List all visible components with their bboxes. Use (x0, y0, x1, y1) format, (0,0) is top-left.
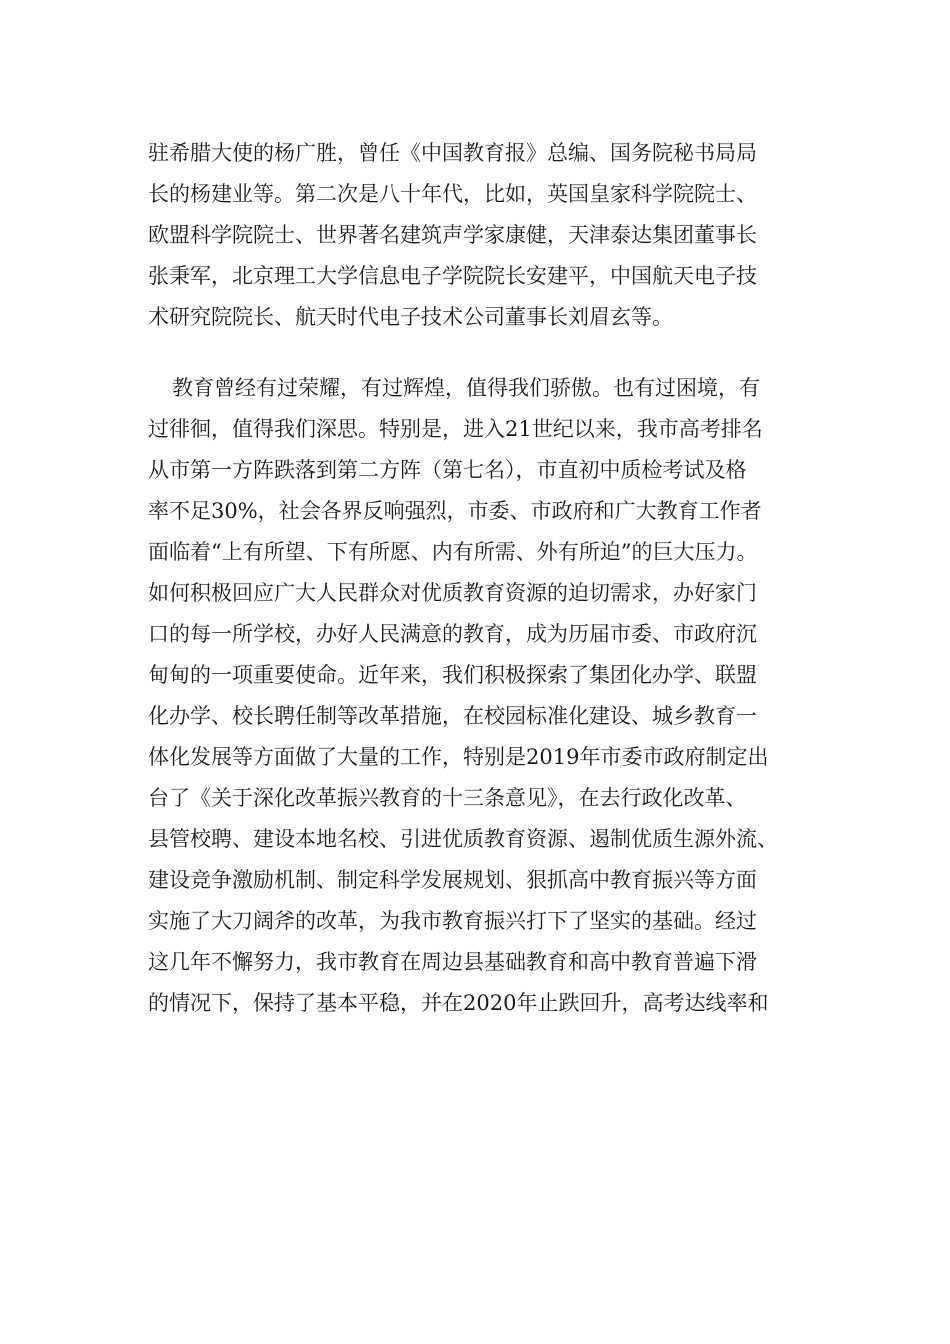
text-line: 这几年不懈努力，我市教育在周边县基础教育和高中教育普遍下滑 (148, 950, 757, 974)
paragraph-spacer (148, 338, 808, 368)
text-line: 驻希腊大使的杨广胜，曾任《中国教育报》总编、国务院秘书局局 (148, 141, 757, 165)
text-line: 化办学、校长聘任制等改革措施，在校园标准化建设、城乡教育一 (148, 704, 757, 728)
text-line: 如何积极回应广大人民群众对优质教育资源的迫切需求，办好家门 (148, 581, 757, 605)
text-line: 的情况下，保持了基本平稳，并在2020年止跌回升，高考达线率和 (148, 991, 769, 1015)
text-line: 张秉军，北京理工大学信息电子学院院长安建平，中国航天电子技 (148, 264, 757, 288)
text-line-first-indented: 教育曾经有过荣耀，有过辉煌，值得我们骄傲。也有过困境，有 (172, 376, 760, 400)
text-line: 台了《关于深化改革振兴教育的十三条意见》，在去行政化改革、 (148, 786, 747, 810)
text-line: 率不足30%，社会各界反响强烈，市委、市政府和广大教育工作者 (148, 499, 762, 523)
text-line: 建设竞争激励机制、制定科学发展规划、狠抓高中教育振兴等方面 (148, 868, 757, 892)
text-line: 过徘徊，值得我们深思。特别是，进入21世纪以来，我市高考排名 (148, 417, 763, 441)
text-line: 面临着“上有所望、下有所愿、内有所需、外有所迫”的巨大压力。 (148, 540, 758, 564)
text-line: 欧盟科学院院士、世界著名建筑声学家康健，天津泰达集团董事长 (148, 223, 757, 247)
text-line: 甸甸的一项重要使命。近年来，我们积极探索了集团化办学、联盟 (148, 663, 757, 687)
text-line: 从市第一方阵跌落到第二方阵（第七名），市直初中质检考试及格 (148, 458, 747, 482)
text-line: 口的每一所学校，办好人民满意的教育，成为历届市委、市政府沉 (148, 622, 757, 646)
text-line: 县管校聘、建设本地名校、引进优质教育资源、遏制优质生源外流、 (148, 827, 778, 851)
paragraph-1 (148, 133, 808, 338)
document-body (148, 133, 808, 1024)
text-line: 实施了大刀阔斧的改革，为我市教育振兴打下了坚实的基础。经过 (148, 909, 757, 933)
text-line: 长的杨建业等。第二次是八十年代，比如，英国皇家科学院院士、 (148, 182, 757, 206)
paragraph-2 (148, 368, 808, 1024)
text-line: 体化发展等方面做了大量的工作，特别是2019年市委市政府制定出 (148, 745, 769, 769)
text-line: 术研究院院长、航天时代电子技术公司董事长刘眉玄等。 (148, 305, 673, 329)
